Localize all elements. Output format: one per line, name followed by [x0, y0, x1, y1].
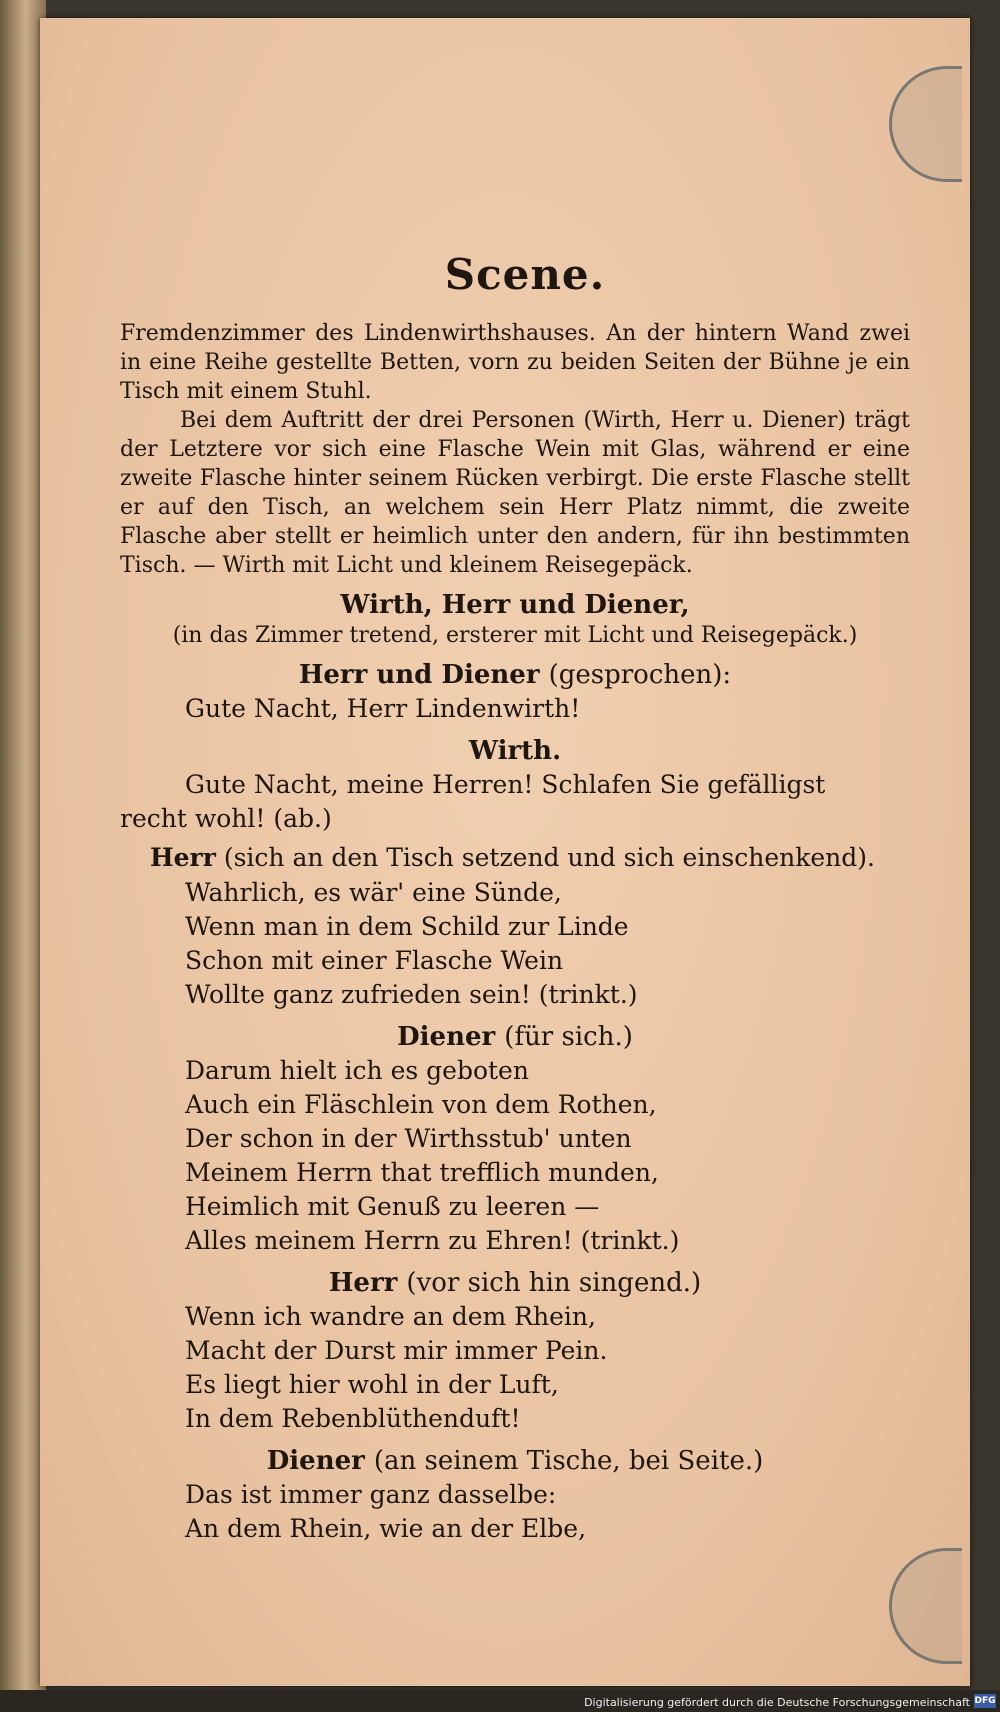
speaker-name: Diener [397, 1022, 496, 1052]
page-title: Scene. [444, 250, 606, 299]
speaker-heading [120, 658, 910, 692]
footer-bar [0, 1690, 1000, 1712]
verse-line: Wollte ganz zufrieden sein! (trinkt.) [185, 980, 638, 1009]
verse-line: Der schon in der Wirthsstub' unten [185, 1124, 632, 1153]
speaker-heading [120, 1020, 910, 1054]
speaker-name: Herr und Diener [298, 660, 540, 690]
verse-line: Alles meinem Herrn zu Ehren! (trinkt.) [185, 1226, 680, 1255]
verse-line: Macht der Durst mir immer Pein. [185, 1336, 608, 1365]
stage-direction: Bei dem Auftritt der drei Personen (Wirth, Herr u. Diener) trägt der Letztere vor sich eine Flasche Wein mit Glas, während er eine zweite Flasche hinter seinem Rücken verbirgt. Die erste Flasche stellt er auf den Tisch, an welchem sein Herr Platz nimmt, die zweite Flasche aber stellt er heimlich unter den andern, für ihn bestimmten Tisch. — Wirth mit Licht und kleinem Reisegepäck. [120, 408, 910, 578]
page-clip-top [889, 66, 962, 182]
funding-notice: Digitalisierung gefördert durch die Deutsche Forschungsgemeinschaft [584, 1696, 970, 1709]
verse-line: An dem Rhein, wie an der Elbe, [185, 1514, 587, 1543]
speaker-name: Herr [328, 1268, 398, 1298]
stage-note: (für sich.) [504, 1022, 633, 1052]
stage-note: (gesprochen): [548, 660, 732, 690]
verse-line: In dem Rebenblüthenduft! [185, 1404, 521, 1433]
verse-line: Das ist immer ganz dasselbe: [185, 1480, 557, 1509]
verse-line: Es liegt hier wohl in der Luft, [185, 1370, 559, 1399]
page-clip-bottom [889, 1548, 962, 1664]
verse-line: Meinem Herrn that trefflich munden, [185, 1158, 659, 1187]
speaker-heading [120, 1444, 910, 1478]
speaker-heading [120, 588, 910, 622]
stage-directions [120, 319, 910, 580]
verse-line: Wenn man in dem Schild zur Linde [185, 912, 629, 941]
stage-direction: Fremdenzimmer des Lindenwirthshauses. An der hintern Wand zwei in eine Reihe gestellte Betten, vorn zu beiden Seiten der Bühne je ein Tisch mit einem Stuhl. [120, 321, 910, 404]
speaker-heading [120, 1266, 910, 1300]
speaker-name: Herr [150, 843, 216, 872]
speaker-name: Wirth. [468, 736, 562, 766]
dialogue-line: Gute Nacht, meine Herren! Schlafen Sie gefälligst [185, 770, 826, 799]
verse-line: Wenn ich wandre an dem Rhein, [185, 1302, 596, 1331]
verse-line: Wahrlich, es wär' eine Sünde, [185, 878, 562, 907]
verse-line: Schon mit einer Flasche Wein [185, 946, 564, 975]
verse-line: Heimlich mit Genuß zu leeren — [185, 1192, 600, 1221]
dfg-logo: DFG [974, 1696, 996, 1706]
speaker-name: Wirth, Herr und Diener, [340, 590, 690, 620]
speaker-heading [120, 734, 910, 768]
verse-line: Auch ein Fläschlein von dem Rothen, [185, 1090, 657, 1119]
stage-note: (sich an den Tisch setzend und sich einschenkend). [223, 843, 875, 872]
verse-line: Darum hielt ich es geboten [185, 1056, 529, 1085]
stage-note: (an seinem Tische, bei Seite.) [373, 1446, 764, 1476]
dialogue-line: recht wohl! (ab.) [120, 804, 332, 833]
stage-note: (vor sich hin singend.) [406, 1268, 702, 1298]
page-content [120, 250, 910, 1546]
speaker-heading [120, 840, 910, 876]
speaker-name: Diener [266, 1446, 365, 1476]
stage-note: (in das Zimmer tretend, ersterer mit Licht und Reisegepäck.) [172, 623, 858, 648]
dialogue-line: Gute Nacht, Herr Lindenwirth! [185, 694, 581, 723]
